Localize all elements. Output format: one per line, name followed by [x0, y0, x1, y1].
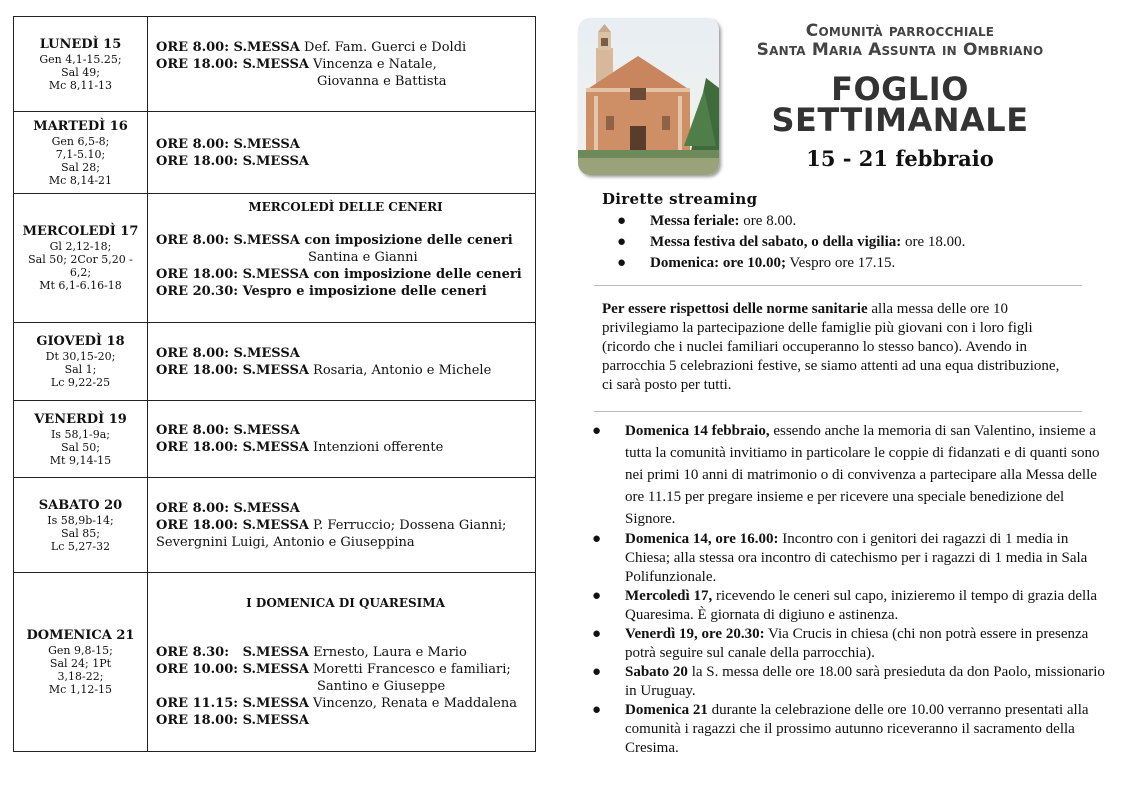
parish-name-line2: Santa Maria Assunta in Ombriano [756, 40, 1044, 60]
schedule-row-sunday [14, 573, 536, 752]
bible-refs: Gl 2,12-18; Sal 50; 2Cor 5,20 - 6,2; Mt 6,1-6.16-18 [28, 240, 133, 292]
mass-line: ORE 18.00: S.MESSA [156, 153, 309, 169]
day-name: DOMENICA 21 [26, 628, 135, 643]
day-cell [14, 323, 148, 401]
mass-line: ORE 18.00: S.MESSA P. Ferruccio; Dossena Gianni; [156, 517, 507, 533]
mass-line: ORE 8.00: S.MESSA Def. Fam. Guerci e Doldi [156, 39, 467, 55]
parish-name-line1: Comunità parrocchiale [805, 21, 995, 41]
day-name: LUNEDÌ 15 [39, 36, 122, 52]
schedule-row-monday [14, 17, 536, 112]
schedule-row-thursday [14, 323, 536, 401]
masses-cell [148, 401, 536, 478]
schedule-row-saturday [14, 478, 536, 573]
mass-line: ORE 11.15: S.MESSA Vincenzo, Renata e Maddalena [156, 696, 517, 711]
health-notice-bold: Per essere rispettosi delle norme sanitarie [602, 301, 868, 317]
bible-refs: Is 58,1-9a; Sal 50; Mt 9,14-15 [49, 427, 112, 467]
weekly-schedule-table [13, 16, 536, 752]
church-photo [578, 18, 719, 175]
day-cell [14, 112, 148, 194]
masses-cell [148, 573, 536, 752]
bible-refs: Gen 4,1-15.25; Sal 49; Mc 8,11-13 [39, 52, 122, 92]
masses-cell [148, 17, 536, 112]
day-cell [14, 401, 148, 478]
streaming-title: Dirette streaming [602, 190, 758, 208]
mass-line: ORE 18.00: S.MESSA Intenzioni offerente [156, 440, 444, 455]
day-name: VENERDÌ 19 [34, 411, 127, 427]
notices-list [592, 420, 1107, 758]
day-name: GIOVEDÌ 18 [36, 334, 125, 349]
day-cell [14, 573, 148, 752]
mass-line: ORE 18.00: S.MESSA Vincenza e Natale, [156, 56, 437, 72]
bullet-icon: ● [617, 255, 627, 271]
bullet-icon: ● [592, 423, 602, 439]
schedule-row-wednesday [14, 194, 536, 323]
bible-refs: Gen 9,8-15; Sal 24; 1Pt 3,18-22; Mc 1,12-15 [48, 644, 113, 696]
day-heading: MERCOLEDÌ DELLE CENERI [248, 200, 443, 214]
streaming-section [602, 190, 1092, 274]
mass-line-continued: Santina e Gianni [308, 250, 418, 265]
notices-section [592, 420, 1107, 758]
parish-header [730, 22, 1070, 60]
mass-line: ORE 10.00: S.MESSA Moretti Francesco e familiari; [156, 662, 511, 677]
day-name: MERCOLEDÌ 17 [22, 224, 139, 239]
mass-line: ORE 18.00: S.MESSA con imposizione delle ceneri [156, 267, 522, 282]
masses-cell [148, 323, 536, 401]
sheet-title [750, 70, 1050, 139]
bullet-icon: ● [617, 213, 627, 229]
list-item: ● Domenica 21 durante la celebrazione delle ore 10.00 verranno presentati alla comunità i ragazzi che il prossimo autunno riceveranno il sacramento della Cresima. [592, 702, 1089, 756]
mass-line: ORE 8.00: S.MESSA [156, 136, 300, 152]
day-cell [14, 17, 148, 112]
divider [594, 411, 1082, 412]
health-notice-text: alla messa delle ore 10 privilegiamo la partecipazione delle famiglie più giovani con i loro figli (ricordo che i nuclei familiari occuperanno lo stesso banco). Avendo in parrocchia 5 celebrazioni festive, se siamo attenti ad una equa distribuzione, ci sarà posto per tutti. [602, 301, 1060, 393]
streaming-list [602, 211, 1092, 274]
list-item: ● Sabato 20 la S. messa delle ore 18.00 sarà presieduta da don Paolo, missionario in Uruguay. [592, 664, 1105, 699]
divider [594, 285, 1082, 286]
list-item: ● Domenica: ore 10.00; Vespro ore 17.15. [602, 253, 1092, 274]
bullet-icon: ● [592, 626, 602, 642]
sheet-title-line2: SETTIMANALE [771, 101, 1029, 139]
bible-refs: Dt 30,15-20; Sal 1; Lc 9,22-25 [45, 350, 116, 389]
mass-line: ORE 8.00: S.MESSA con imposizione delle ceneri [156, 233, 513, 248]
mass-line-continued: Santino e Giuseppe [317, 679, 446, 694]
mass-line-continued: Severgnini Luigi, Antonio e Giuseppina [156, 534, 415, 550]
list-item: ● Domenica 14 febbraio, essendo anche la memoria di san Valentino, insieme a tutta la comunità invitiamo in particolare le coppie di fidanzati e di quanti sono nei primi 10 anni di matrimonio o di convivenza a partecipare alla Messa delle ore 11.15 per pregare insieme e per ricevere una speciale benedizione del Signore. [592, 420, 1107, 530]
schedule-row-tuesday [14, 112, 536, 194]
day-cell [14, 478, 148, 573]
bullet-icon: ● [617, 234, 627, 250]
mass-line: ORE 8.00: S.MESSA [156, 345, 300, 361]
list-item: ● Domenica 14, ore 16.00: Incontro con i genitori dei ragazzi di 1 media in Chiesa; alla stessa ora incontro di catechismo per i ragazzi di 1 media in Sala Polifunzionale. [592, 531, 1088, 585]
mass-line: ORE 8.00: S.MESSA [156, 423, 300, 438]
bullet-icon: ● [592, 702, 602, 718]
masses-cell [148, 478, 536, 573]
mass-line: ORE 8.30: S.MESSA Ernesto, Laura e Mario [156, 645, 467, 660]
sheet-title-line1: FOGLIO [831, 70, 969, 108]
day-heading: I DOMENICA DI QUARESIMA [246, 596, 445, 610]
bible-refs: Is 58,9b-14; Sal 85; Lc 5,27-32 [47, 513, 114, 553]
mass-line: ORE 8.00: S.MESSA [156, 500, 300, 516]
schedule-row-friday [14, 401, 536, 478]
bible-refs: Gen 6,5-8; 7,1-5.10; Sal 28; Mc 8,14-21 [48, 134, 113, 187]
bullet-icon: ● [592, 588, 602, 604]
bullet-icon: ● [592, 531, 602, 547]
day-cell [14, 194, 148, 323]
day-name: MARTEDÌ 16 [33, 118, 128, 134]
mass-line: ORE 18.00: S.MESSA [156, 713, 309, 728]
mass-line: ORE 18.00: S.MESSA Rosaria, Antonio e Michele [156, 362, 492, 378]
masses-cell [148, 112, 536, 194]
bullet-icon: ● [592, 664, 602, 680]
masses-cell [148, 194, 536, 323]
day-name: SABATO 20 [38, 497, 123, 513]
health-notice [602, 300, 1072, 395]
mass-line: ORE 20.30: Vespro e imposizione delle ceneri [156, 284, 487, 299]
list-item: ● Messa festiva del sabato, o della vigilia: ore 18.00. [602, 232, 1092, 253]
list-item: ● Mercoledì 17, ricevendo le ceneri sul capo, inizieremo il tempo di grazia della Quaresima. È giornata di digiuno e astinenza. [592, 588, 1098, 623]
date-range: 15 - 21 febbraio [806, 146, 994, 171]
list-item: ● Messa feriale: ore 8.00. [602, 211, 1092, 232]
mass-line-continued: Giovanna e Battista [317, 73, 447, 89]
list-item: ● Venerdì 19, ore 20.30: Via Crucis in chiesa (chi non potrà essere in presenza potrà seguire sul canale della parrocchia). [592, 626, 1089, 661]
church-illustration [578, 18, 719, 175]
